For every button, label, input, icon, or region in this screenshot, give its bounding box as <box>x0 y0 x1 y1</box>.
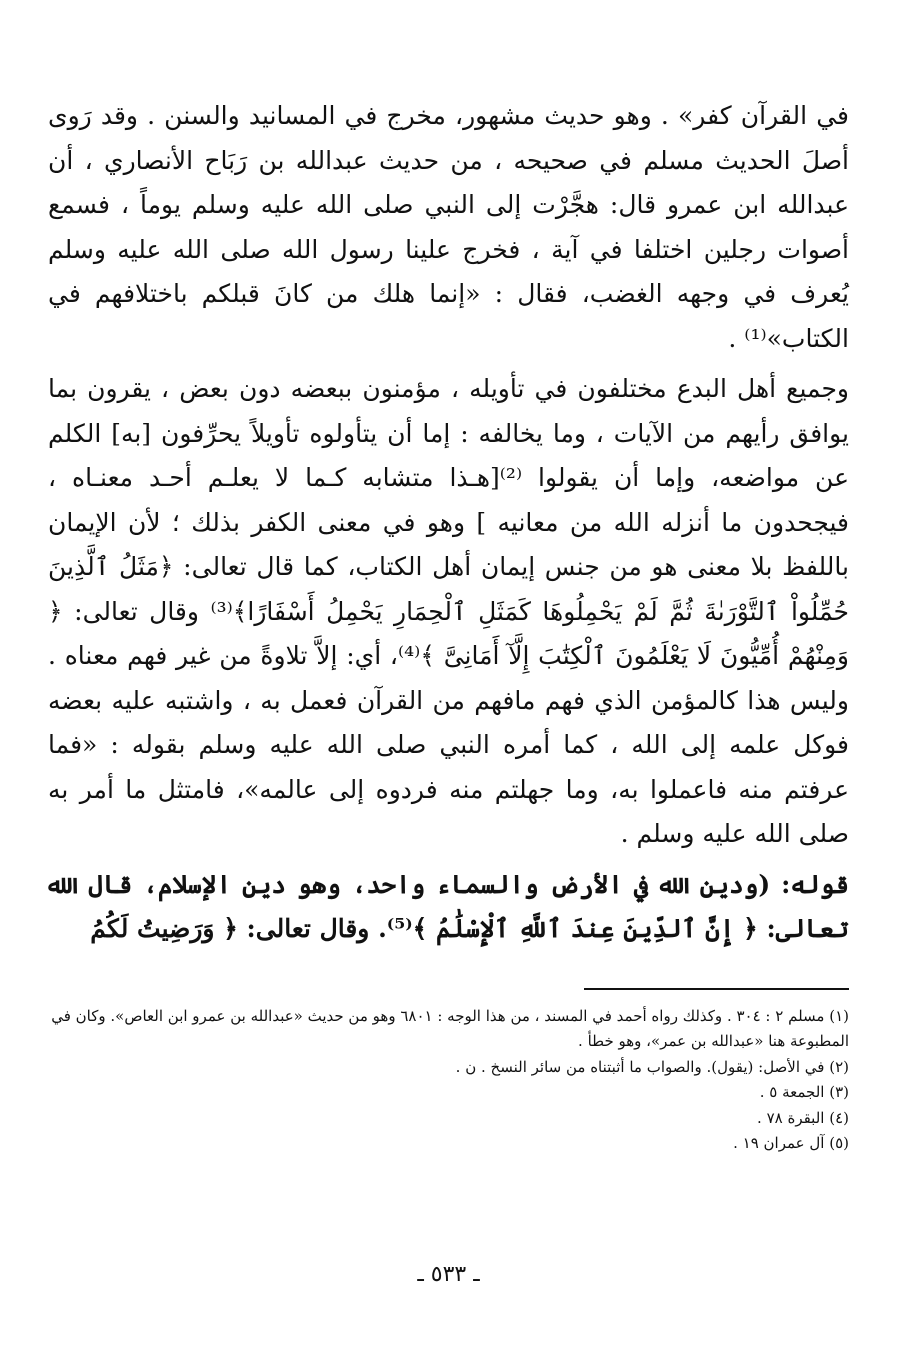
footnote-2: (٢) في الأصل: (يقول). والصواب ما أثبتناه من سائر النسخ . ن . <box>455 1057 849 1076</box>
footnote-3: (٣) الجمعة ٥ . <box>759 1083 849 1101</box>
main-text <box>48 94 849 952</box>
footnote-4: (٤) البقرة ٧٨ . <box>757 1108 849 1127</box>
footnote-5: (٥) آل عمران ١٩ . <box>733 1134 849 1152</box>
footnotes <box>48 1004 849 1157</box>
footnote-1: (١) مسلم ٢ : ٣٠٤ . وكذلك رواه أحمد في المسند ، من هذا الوجه : ٦٨٠١ وهو من حديث «عبدالله بن عمرو ابن العاص». وكان في المطبوعة هنا «عبدالله بن عمر»، وهو خطأ . <box>51 1006 849 1050</box>
paragraph-religion: قوله: (ودين الله في الأرض والسماء واحد، وهو دين الإسلام، قال الله تعالى: ﴿ إِنَّ ٱلدِّينَ عِندَ ٱللَّهِ ٱلْإِسْلَٰمُ ﴾⁽⁵⁾. وقال تعالى: ﴿ وَرَضِيتُ لَكُمُ <box>48 869 849 943</box>
paragraph-innovators: وجميع أهل البدع مختلفون في تأويله ، مؤمنون ببعضه دون بعض ، يقرون بما يوافق رأيهم من الآيات ، وما يخالفه : إما أن يتأولوه تأويلاً يحرِّفون [به] الكلم عن مواضعه، وإما أن يقولوا ⁽²⁾[هـذا متشابه كـما لا يعلـم أحـد معنـاه ، فيجحدون ما أنزله الله من معانيه ] وهو في معنى الكفر بذلك ؛ لأن الإيمان باللفظ بلا معنى هو من جنس إيمان أهل الكتاب، كما قال تعالى: ﴿مَثَلُ ٱلَّذِينَ حُمِّلُواْ ٱلتَّوْرَىٰةَ ثُمَّ لَمْ يَحْمِلُوهَا كَمَثَلِ ٱلْحِمَارِ يَحْمِلُ أَسْفَارًا﴾⁽³⁾ وقال تعالى: ﴿ وَمِنْهُمْ أُمِّيُّونَ لَا يَعْلَمُونَ ٱلْكِتَٰبَ إِلَّآ أَمَانِىَّ ﴾⁽⁴⁾، أي: إلاَّ تلاوةً من غير فهم معناه . وليس هذا كالمؤمن الذي فهم مافهم من القرآن فعمل به ، واشتبه عليه بعضه فوكل علمه إلى الله ، كما أمره النبي صلى الله عليه وسلم بقوله : «فما عرفتم منه فاعملوا به، وما جهلتم منه فردوه إلى عالمه»، فامتثل ما أمر به صلى الله عليه وسلم . <box>48 374 849 848</box>
paragraph-hadith: في القرآن كفر» . وهو حديث مشهور، مخرج في المسانيد والسنن . وقد رَوى أصلَ الحديث مسلم في صحيحه ، من حديث عبدالله بن رَبَاح الأنصاري ، أن عبدالله ابن عمرو قال: هجَّرْت إلى النبي صلى الله عليه وسلم يوماً ، فسمع أصوات رجلين اختلفا في آية ، فخرج علينا رسول الله صلى الله عليه وسلم يُعرف في وجهه الغضب، فقال : «إنما هلك من كانَ قبلكم باختلافهم في الكتاب»⁽¹⁾ . <box>48 101 849 353</box>
footnote-separator <box>584 988 849 990</box>
page-number: ـ ٥٣٣ ـ <box>417 1262 480 1287</box>
